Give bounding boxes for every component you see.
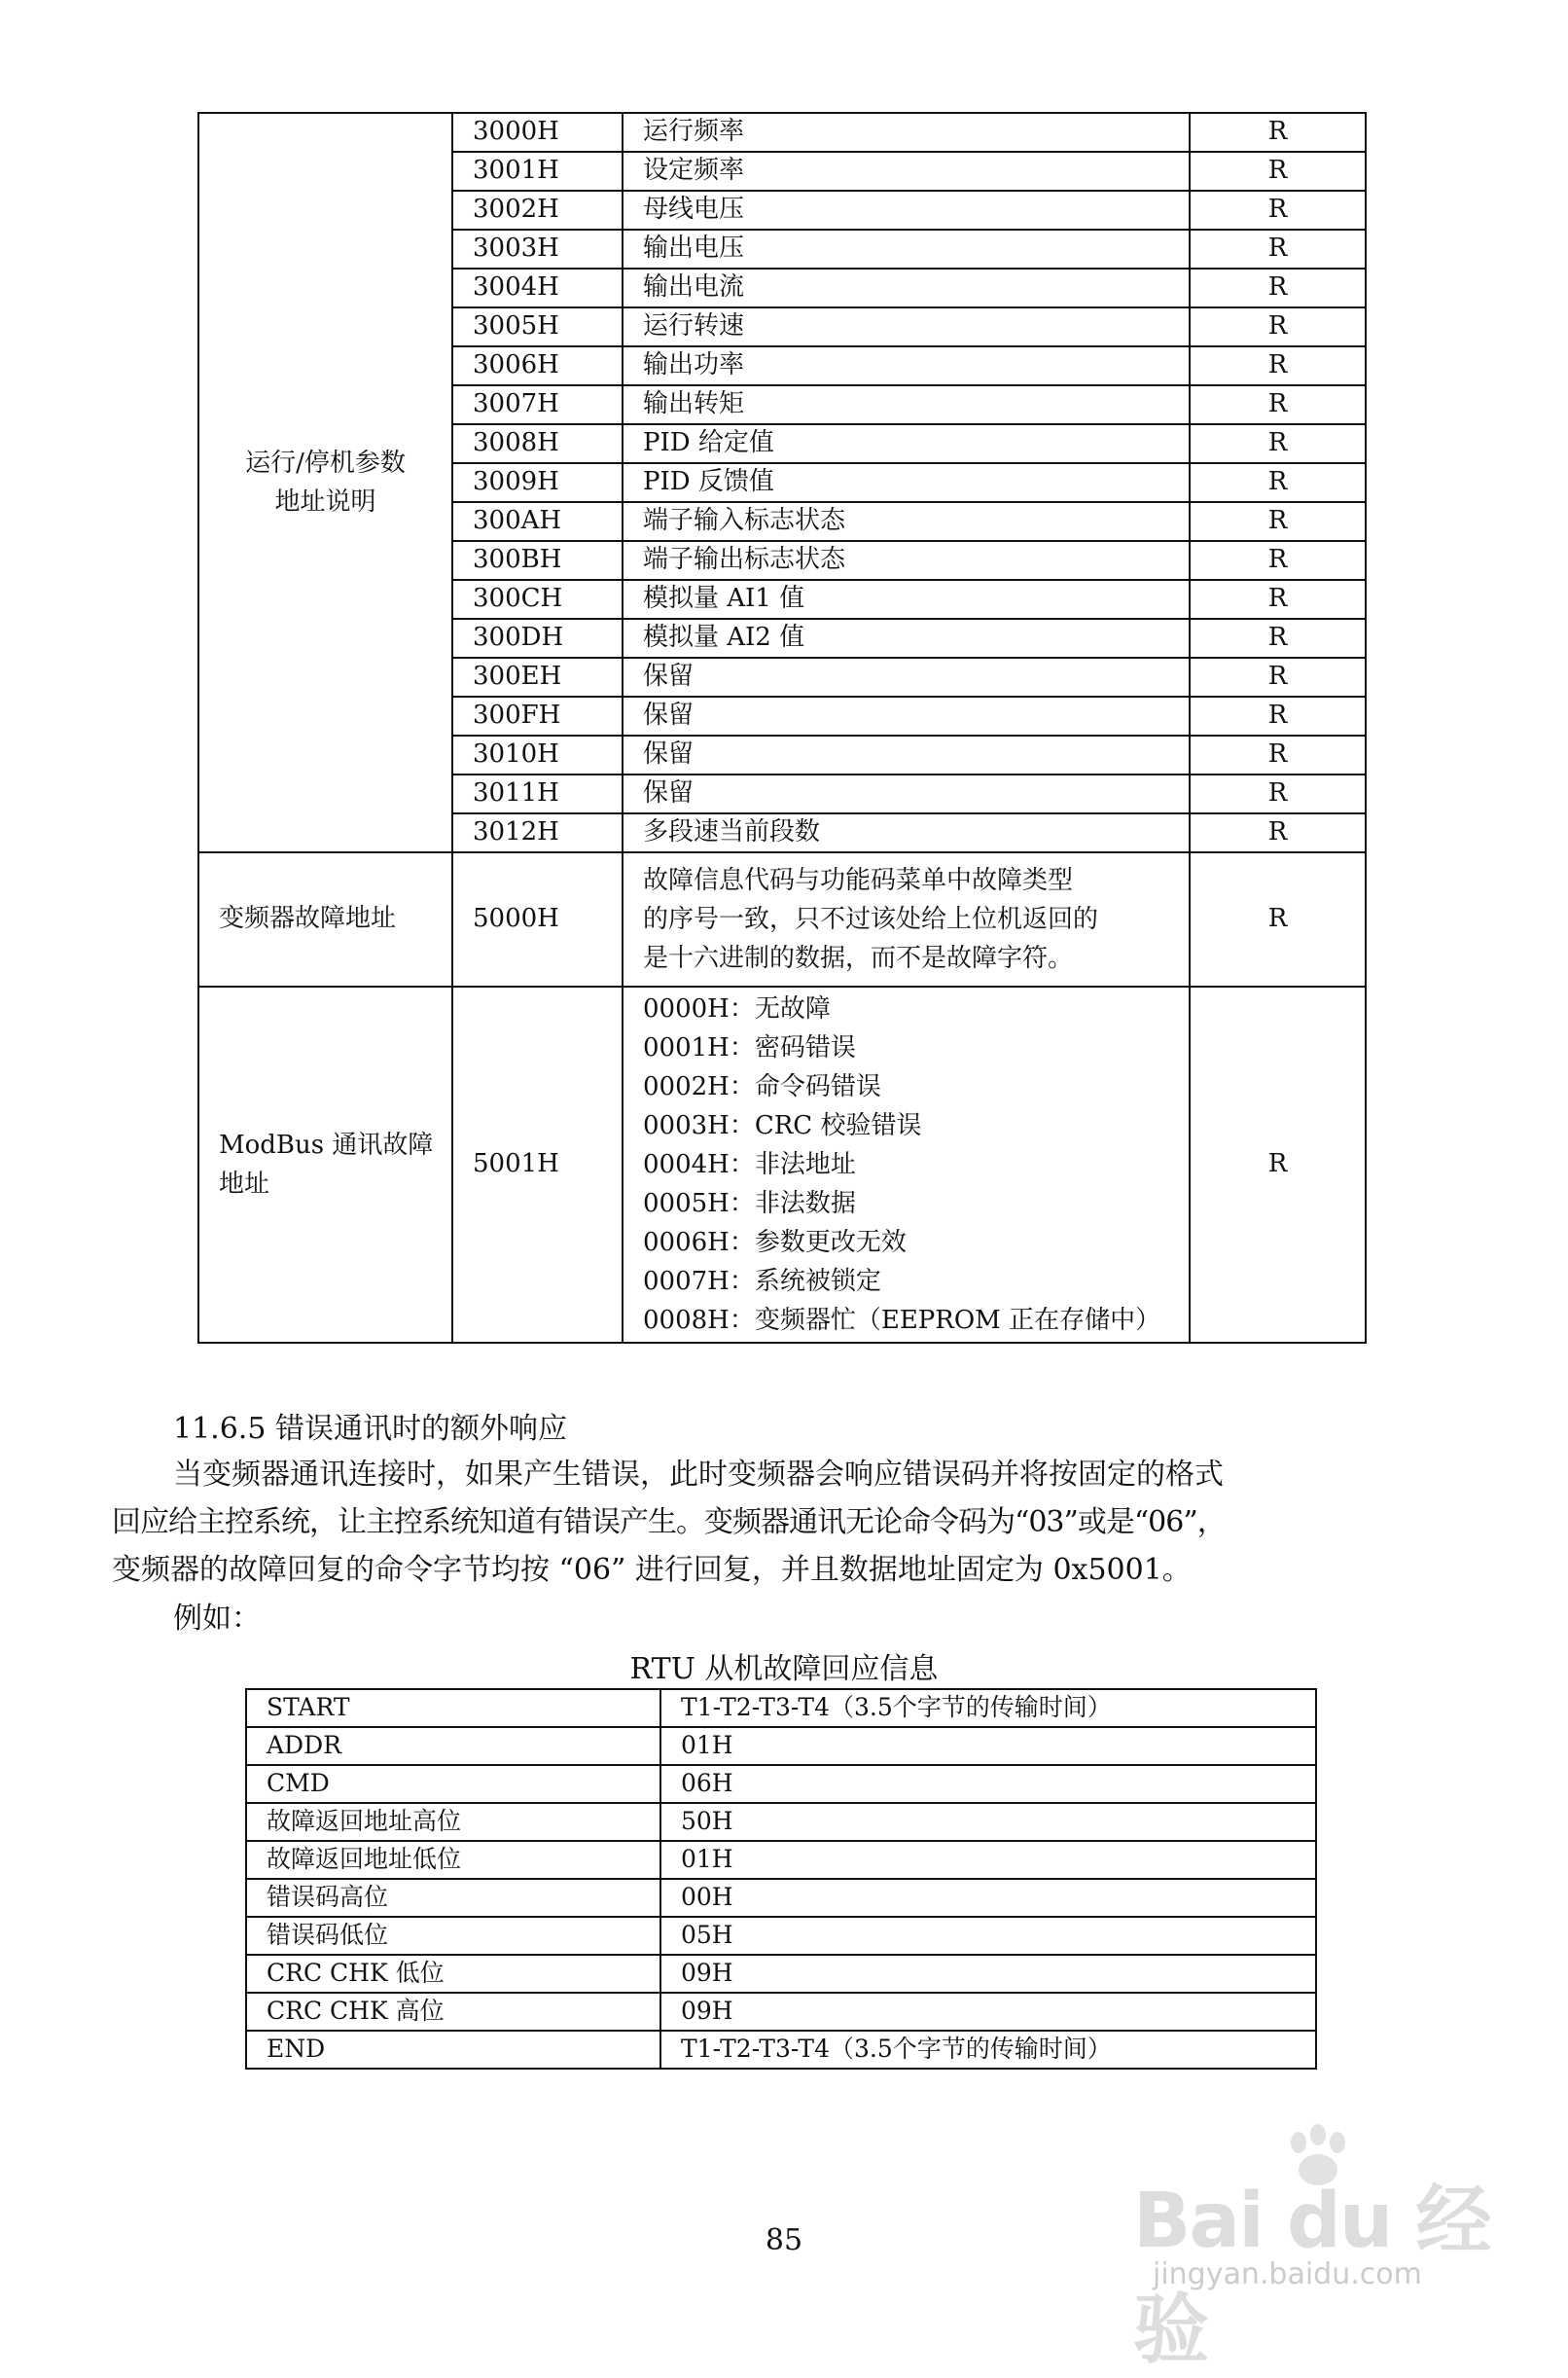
- value-cell: 09H: [660, 1993, 1316, 2031]
- rw-cell: R: [1190, 191, 1366, 230]
- name-cell: PID 反馈值: [623, 463, 1190, 502]
- group-label: 地址说明: [274, 487, 376, 517]
- modbus-label: 地址: [219, 1170, 270, 1199]
- table-row: [246, 1689, 1316, 1727]
- name-cell: 保留: [623, 775, 1190, 813]
- address-cell: 300AH: [452, 502, 623, 541]
- field-cell: 故障返回地址低位: [246, 1841, 660, 1879]
- address-cell: 300DH: [452, 619, 623, 658]
- table-row: [246, 1727, 1316, 1765]
- table-row: [246, 1993, 1316, 2031]
- name-cell: 输出功率: [623, 346, 1190, 385]
- error-codes-cell: [623, 987, 1190, 1343]
- address-cell: 3011H: [452, 775, 623, 813]
- name-cell: 模拟量 AI2 值: [623, 619, 1190, 658]
- rw-cell: R: [1190, 580, 1366, 619]
- group-label: 运行/停机参数: [245, 449, 406, 478]
- table-row: [246, 1841, 1316, 1879]
- rw-cell: R: [1190, 697, 1366, 736]
- field-cell: CMD: [246, 1765, 660, 1803]
- rw-cell: R: [1190, 230, 1366, 269]
- field-cell: 故障返回地址高位: [246, 1803, 660, 1841]
- address-cell: 3006H: [452, 346, 623, 385]
- fault-desc-cell: [623, 852, 1190, 987]
- rw-cell: R: [1190, 852, 1366, 987]
- value-cell: T1-T2-T3-T4（3.5个字节的传输时间）: [660, 1689, 1316, 1727]
- field-cell: START: [246, 1689, 660, 1727]
- address-cell: 3001H: [452, 152, 623, 191]
- rw-cell: R: [1190, 736, 1366, 775]
- address-cell: 300EH: [452, 658, 623, 697]
- name-cell: 输出电流: [623, 269, 1190, 307]
- rw-cell: R: [1190, 987, 1366, 1343]
- name-cell: 端子输入标志状态: [623, 502, 1190, 541]
- desc-line: 是十六进制的数据，而不是故障字符。: [643, 944, 1074, 973]
- error-code-item: 0000H：无故障: [643, 994, 831, 1024]
- rw-cell: R: [1190, 463, 1366, 502]
- field-cell: CRC CHK 高位: [246, 1993, 660, 2031]
- table-row: [198, 852, 1366, 987]
- name-cell: 模拟量 AI1 值: [623, 580, 1190, 619]
- baidu-jingyan-watermark: [1133, 2121, 1503, 2374]
- rtu-fault-response-table: [245, 1688, 1317, 2070]
- section-heading: 11.6.5 错误通讯时的额外响应: [173, 1412, 567, 1446]
- address-cell: 3003H: [452, 230, 623, 269]
- page-number: 85: [765, 2223, 803, 2257]
- table-row: [246, 1955, 1316, 1993]
- address-cell: 3012H: [452, 813, 623, 852]
- rw-cell: R: [1190, 619, 1366, 658]
- name-cell: 保留: [623, 697, 1190, 736]
- value-cell: 50H: [660, 1803, 1316, 1841]
- rw-cell: R: [1190, 385, 1366, 424]
- name-cell: PID 给定值: [623, 424, 1190, 463]
- address-cell: 300CH: [452, 580, 623, 619]
- address-cell: 3002H: [452, 191, 623, 230]
- group-label-cell: [198, 113, 452, 852]
- rw-cell: R: [1190, 541, 1366, 580]
- address-cell: 3010H: [452, 736, 623, 775]
- table-row: [246, 1917, 1316, 1955]
- rw-cell: R: [1190, 152, 1366, 191]
- paragraph-line: 变频器的故障回复的命令字节均按 “06” 进行回复，并且数据地址固定为 0x5001。: [112, 1553, 1192, 1587]
- name-cell: 输出转矩: [623, 385, 1190, 424]
- address-cell: 3005H: [452, 307, 623, 346]
- error-code-item: 0006H：参数更改无效: [643, 1228, 907, 1257]
- error-code-item: 0005H：非法数据: [643, 1189, 856, 1218]
- name-cell: 运行转速: [623, 307, 1190, 346]
- name-cell: 母线电压: [623, 191, 1190, 230]
- address-cell: 5001H: [452, 987, 623, 1343]
- value-cell: 01H: [660, 1727, 1316, 1765]
- rw-cell: R: [1190, 269, 1366, 307]
- address-cell: 3007H: [452, 385, 623, 424]
- fault-label-cell: 变频器故障地址: [198, 852, 452, 987]
- value-cell: 09H: [660, 1955, 1316, 1993]
- address-cell: 3009H: [452, 463, 623, 502]
- desc-line: 的序号一致，只不过该处给上位机返回的: [643, 905, 1099, 934]
- example-label: 例如：: [173, 1602, 261, 1636]
- address-cell: 5000H: [452, 852, 623, 987]
- modbus-label: ModBus 通讯故障: [219, 1131, 434, 1160]
- error-code-item: 0003H：CRC 校验错误: [643, 1111, 922, 1140]
- table-row: [198, 113, 1366, 152]
- table-row: [246, 1765, 1316, 1803]
- field-cell: CRC CHK 低位: [246, 1955, 660, 1993]
- name-cell: 保留: [623, 736, 1190, 775]
- error-code-item: 0007H：系统被锁定: [643, 1267, 881, 1296]
- address-cell: 3008H: [452, 424, 623, 463]
- address-cell: 300BH: [452, 541, 623, 580]
- value-cell: 01H: [660, 1841, 1316, 1879]
- watermark-brand: Bai du 经验: [1133, 2178, 1490, 2374]
- value-cell: T1-T2-T3-T4（3.5个字节的传输时间）: [660, 2031, 1316, 2069]
- value-cell: 06H: [660, 1765, 1316, 1803]
- field-cell: ADDR: [246, 1727, 660, 1765]
- desc-line: 故障信息代码与功能码菜单中故障类型: [643, 866, 1074, 895]
- modbus-label-cell: [198, 987, 452, 1343]
- error-code-item: 0001H：密码错误: [643, 1033, 856, 1063]
- watermark-url: jingyan.baidu.com: [1153, 2257, 1422, 2291]
- name-cell: 端子输出标志状态: [623, 541, 1190, 580]
- error-code-item: 0008H：变频器忙（EEPROM 正在存储中）: [643, 1306, 1161, 1335]
- value-cell: 00H: [660, 1879, 1316, 1917]
- address-cell: 300FH: [452, 697, 623, 736]
- field-cell: END: [246, 2031, 660, 2069]
- rw-cell: R: [1190, 502, 1366, 541]
- rw-cell: R: [1190, 813, 1366, 852]
- table-row: [246, 1803, 1316, 1841]
- error-code-item: 0004H：非法地址: [643, 1150, 856, 1179]
- value-cell: 05H: [660, 1917, 1316, 1955]
- rw-cell: R: [1190, 113, 1366, 152]
- table-caption: RTU 从机故障回应信息: [629, 1652, 939, 1686]
- rw-cell: R: [1190, 307, 1366, 346]
- table-row: [246, 1879, 1316, 1917]
- rw-cell: R: [1190, 346, 1366, 385]
- paragraph-line: 回应给主控系统，让主控系统知道有错误产生。变频器通讯无论命令码为“03”或是“06”，: [112, 1505, 1226, 1539]
- address-cell: 3004H: [452, 269, 623, 307]
- rw-cell: R: [1190, 658, 1366, 697]
- name-cell: 运行频率: [623, 113, 1190, 152]
- address-cell: 3000H: [452, 113, 623, 152]
- table-row: [198, 987, 1366, 1343]
- error-code-item: 0002H：命令码错误: [643, 1072, 881, 1101]
- name-cell: 输出电压: [623, 230, 1190, 269]
- field-cell: 错误码低位: [246, 1917, 660, 1955]
- name-cell: 保留: [623, 658, 1190, 697]
- register-address-table: [197, 112, 1367, 1344]
- name-cell: 多段速当前段数: [623, 813, 1190, 852]
- table-row: [246, 2031, 1316, 2069]
- rw-cell: R: [1190, 775, 1366, 813]
- name-cell: 设定频率: [623, 152, 1190, 191]
- rw-cell: R: [1190, 424, 1366, 463]
- paragraph-line: 当变频器通讯连接时，如果产生错误，此时变频器会响应错误码并将按固定的格式: [173, 1458, 1224, 1492]
- field-cell: 错误码高位: [246, 1879, 660, 1917]
